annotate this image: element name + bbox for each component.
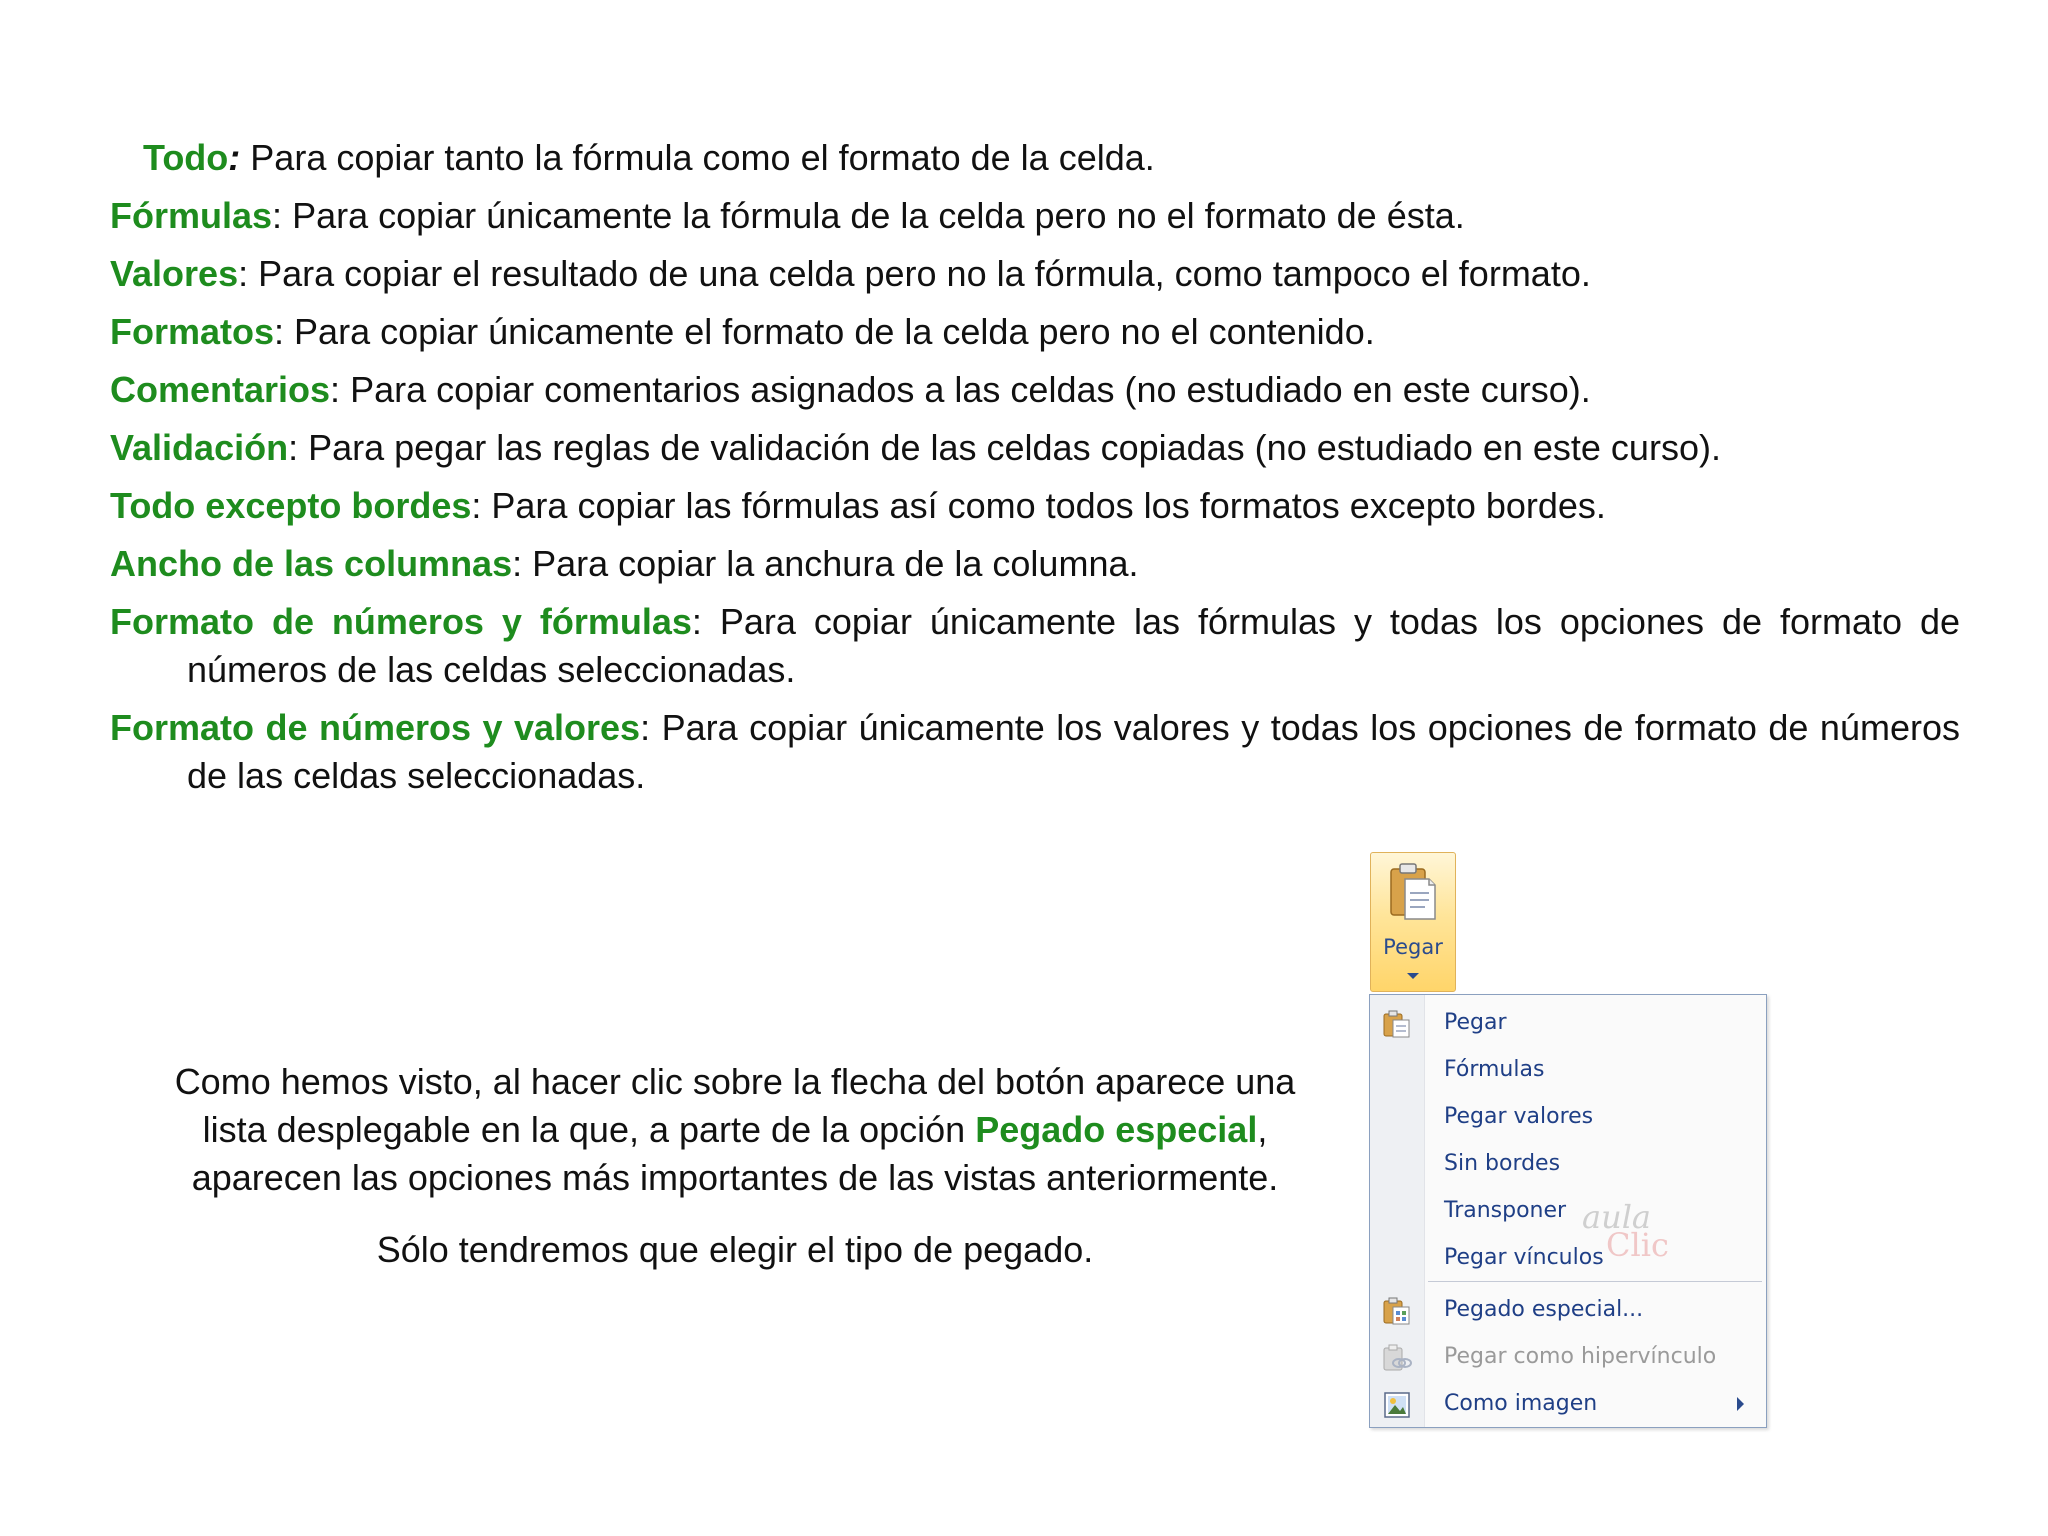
definition-term: Formato de números y valores [110, 707, 641, 748]
menu-item-pegar-valores[interactable] [1370, 1095, 1766, 1139]
definition-term: Todo excepto bordes [110, 485, 472, 526]
definition-term: Todo [143, 137, 229, 178]
summary-part2: , aparecen las opciones más importantes de las vistas anteriormente. [191, 1109, 1279, 1198]
definition-colon: : [471, 485, 482, 526]
paste-button-label: Pegar [1383, 935, 1443, 959]
watermark-line1: aula [1582, 1198, 1651, 1236]
summary-instruction: Sólo tendremos que elegir el tipo de pegado. [376, 1229, 1094, 1270]
menu-separator [1428, 1281, 1762, 1282]
definition-colon: : [238, 253, 249, 294]
watermark-line2: Clic [1606, 1226, 1669, 1264]
paste-dropdown-menu [1369, 994, 1767, 1428]
definition-text: Para copiar comentarios asignados a las celdas (no estudiado en este curso). [340, 369, 1591, 410]
clipboard-icon [1387, 861, 1437, 923]
definition-text: Para copiar únicamente el formato de la celda pero no el contenido. [284, 311, 1375, 352]
definition-item [110, 308, 1960, 356]
menu-item-label: Pegar valores [1444, 1104, 1594, 1129]
menu-item-formulas[interactable] [1370, 1048, 1766, 1092]
definitions-list [110, 134, 1960, 810]
paste-icon [1382, 1009, 1412, 1039]
summary-part1: Como hemos visto, al hacer clic sobre la flecha del botón aparece una lista desplegable en la que, a parte de la opción [174, 1061, 1296, 1150]
menu-item-label: Pegado especial... [1444, 1297, 1644, 1322]
definition-text: Para copiar únicamente las fórmulas y todas los opciones de formato de números de las celdas seleccionadas. [187, 601, 1960, 690]
menu-item-label: Sin bordes [1444, 1151, 1561, 1176]
definition-text: Para copiar únicamente los valores y todas los opciones de formato de números de las celdas seleccionadas. [187, 707, 1960, 796]
definition-text: Para copiar las fórmulas así como todos los formatos excepto bordes. [481, 485, 1606, 526]
definition-term: Formato de números y fórmulas [110, 601, 692, 642]
definition-term: Comentarios [110, 369, 331, 410]
menu-item-pegar-vinculos[interactable] [1370, 1236, 1766, 1280]
menu-item-label: Como imagen [1444, 1391, 1598, 1416]
definition-colon: : [640, 707, 651, 748]
definition-item [110, 134, 1960, 182]
menu-item-label: Transponer [1444, 1198, 1567, 1223]
definition-item [110, 704, 1960, 800]
paste-hyperlink-icon [1382, 1343, 1412, 1373]
definition-item [110, 424, 1960, 472]
menu-item-sin-bordes[interactable] [1370, 1142, 1766, 1186]
definition-item [110, 482, 1960, 530]
definition-item [110, 540, 1960, 588]
menu-item-pegado-especial[interactable] [1370, 1288, 1766, 1332]
definition-text: Para copiar la anchura de la columna. [522, 543, 1139, 584]
definition-text: Para copiar el resultado de una celda pero no la fórmula, como tampoco el formato. [248, 253, 1591, 294]
definition-text: Para copiar tanto la fórmula como el formato de la celda. [240, 137, 1155, 178]
definition-colon: : [691, 601, 702, 642]
definition-item [110, 192, 1960, 240]
menu-item-pegar-hipervinculo[interactable] [1370, 1335, 1766, 1379]
paste-special-icon [1382, 1296, 1412, 1326]
watermark-logo [1582, 1198, 1669, 1264]
chevron-down-icon[interactable] [1407, 973, 1419, 979]
definition-term: Valores [110, 253, 239, 294]
menu-item-label: Fórmulas [1444, 1057, 1545, 1082]
submenu-arrow-icon [1737, 1397, 1744, 1411]
definition-colon: : [288, 427, 299, 468]
definition-term: Validación [110, 427, 289, 468]
menu-item-transponer[interactable] [1370, 1189, 1766, 1233]
definition-item [110, 250, 1960, 298]
picture-icon [1382, 1390, 1412, 1420]
menu-item-pegar[interactable] [1370, 1001, 1766, 1045]
definition-text: Para pegar las reglas de validación de las celdas copiadas (no estudiado en este curso). [298, 427, 1721, 468]
menu-item-como-imagen[interactable] [1370, 1382, 1766, 1426]
definition-colon: : [228, 137, 241, 178]
definition-item [110, 598, 1960, 694]
definition-term: Formatos [110, 311, 275, 352]
menu-item-label: Pegar vínculos [1444, 1245, 1604, 1270]
definition-colon: : [512, 543, 523, 584]
definition-term: Fórmulas [110, 195, 273, 236]
definition-item [110, 366, 1960, 414]
summary-text [140, 1058, 1330, 1274]
paste-button[interactable] [1370, 852, 1456, 992]
summary-highlight: Pegado especial [975, 1109, 1258, 1150]
definition-colon: : [274, 311, 285, 352]
menu-item-label: Pegar como hipervínculo [1444, 1344, 1717, 1369]
definition-colon: : [272, 195, 283, 236]
definition-term: Ancho de las columnas [110, 543, 513, 584]
summary-paragraph [140, 1058, 1330, 1202]
definition-colon: : [330, 369, 341, 410]
menu-item-label: Pegar [1444, 1010, 1507, 1035]
definition-text: Para copiar únicamente la fórmula de la celda pero no el formato de ésta. [282, 195, 1465, 236]
